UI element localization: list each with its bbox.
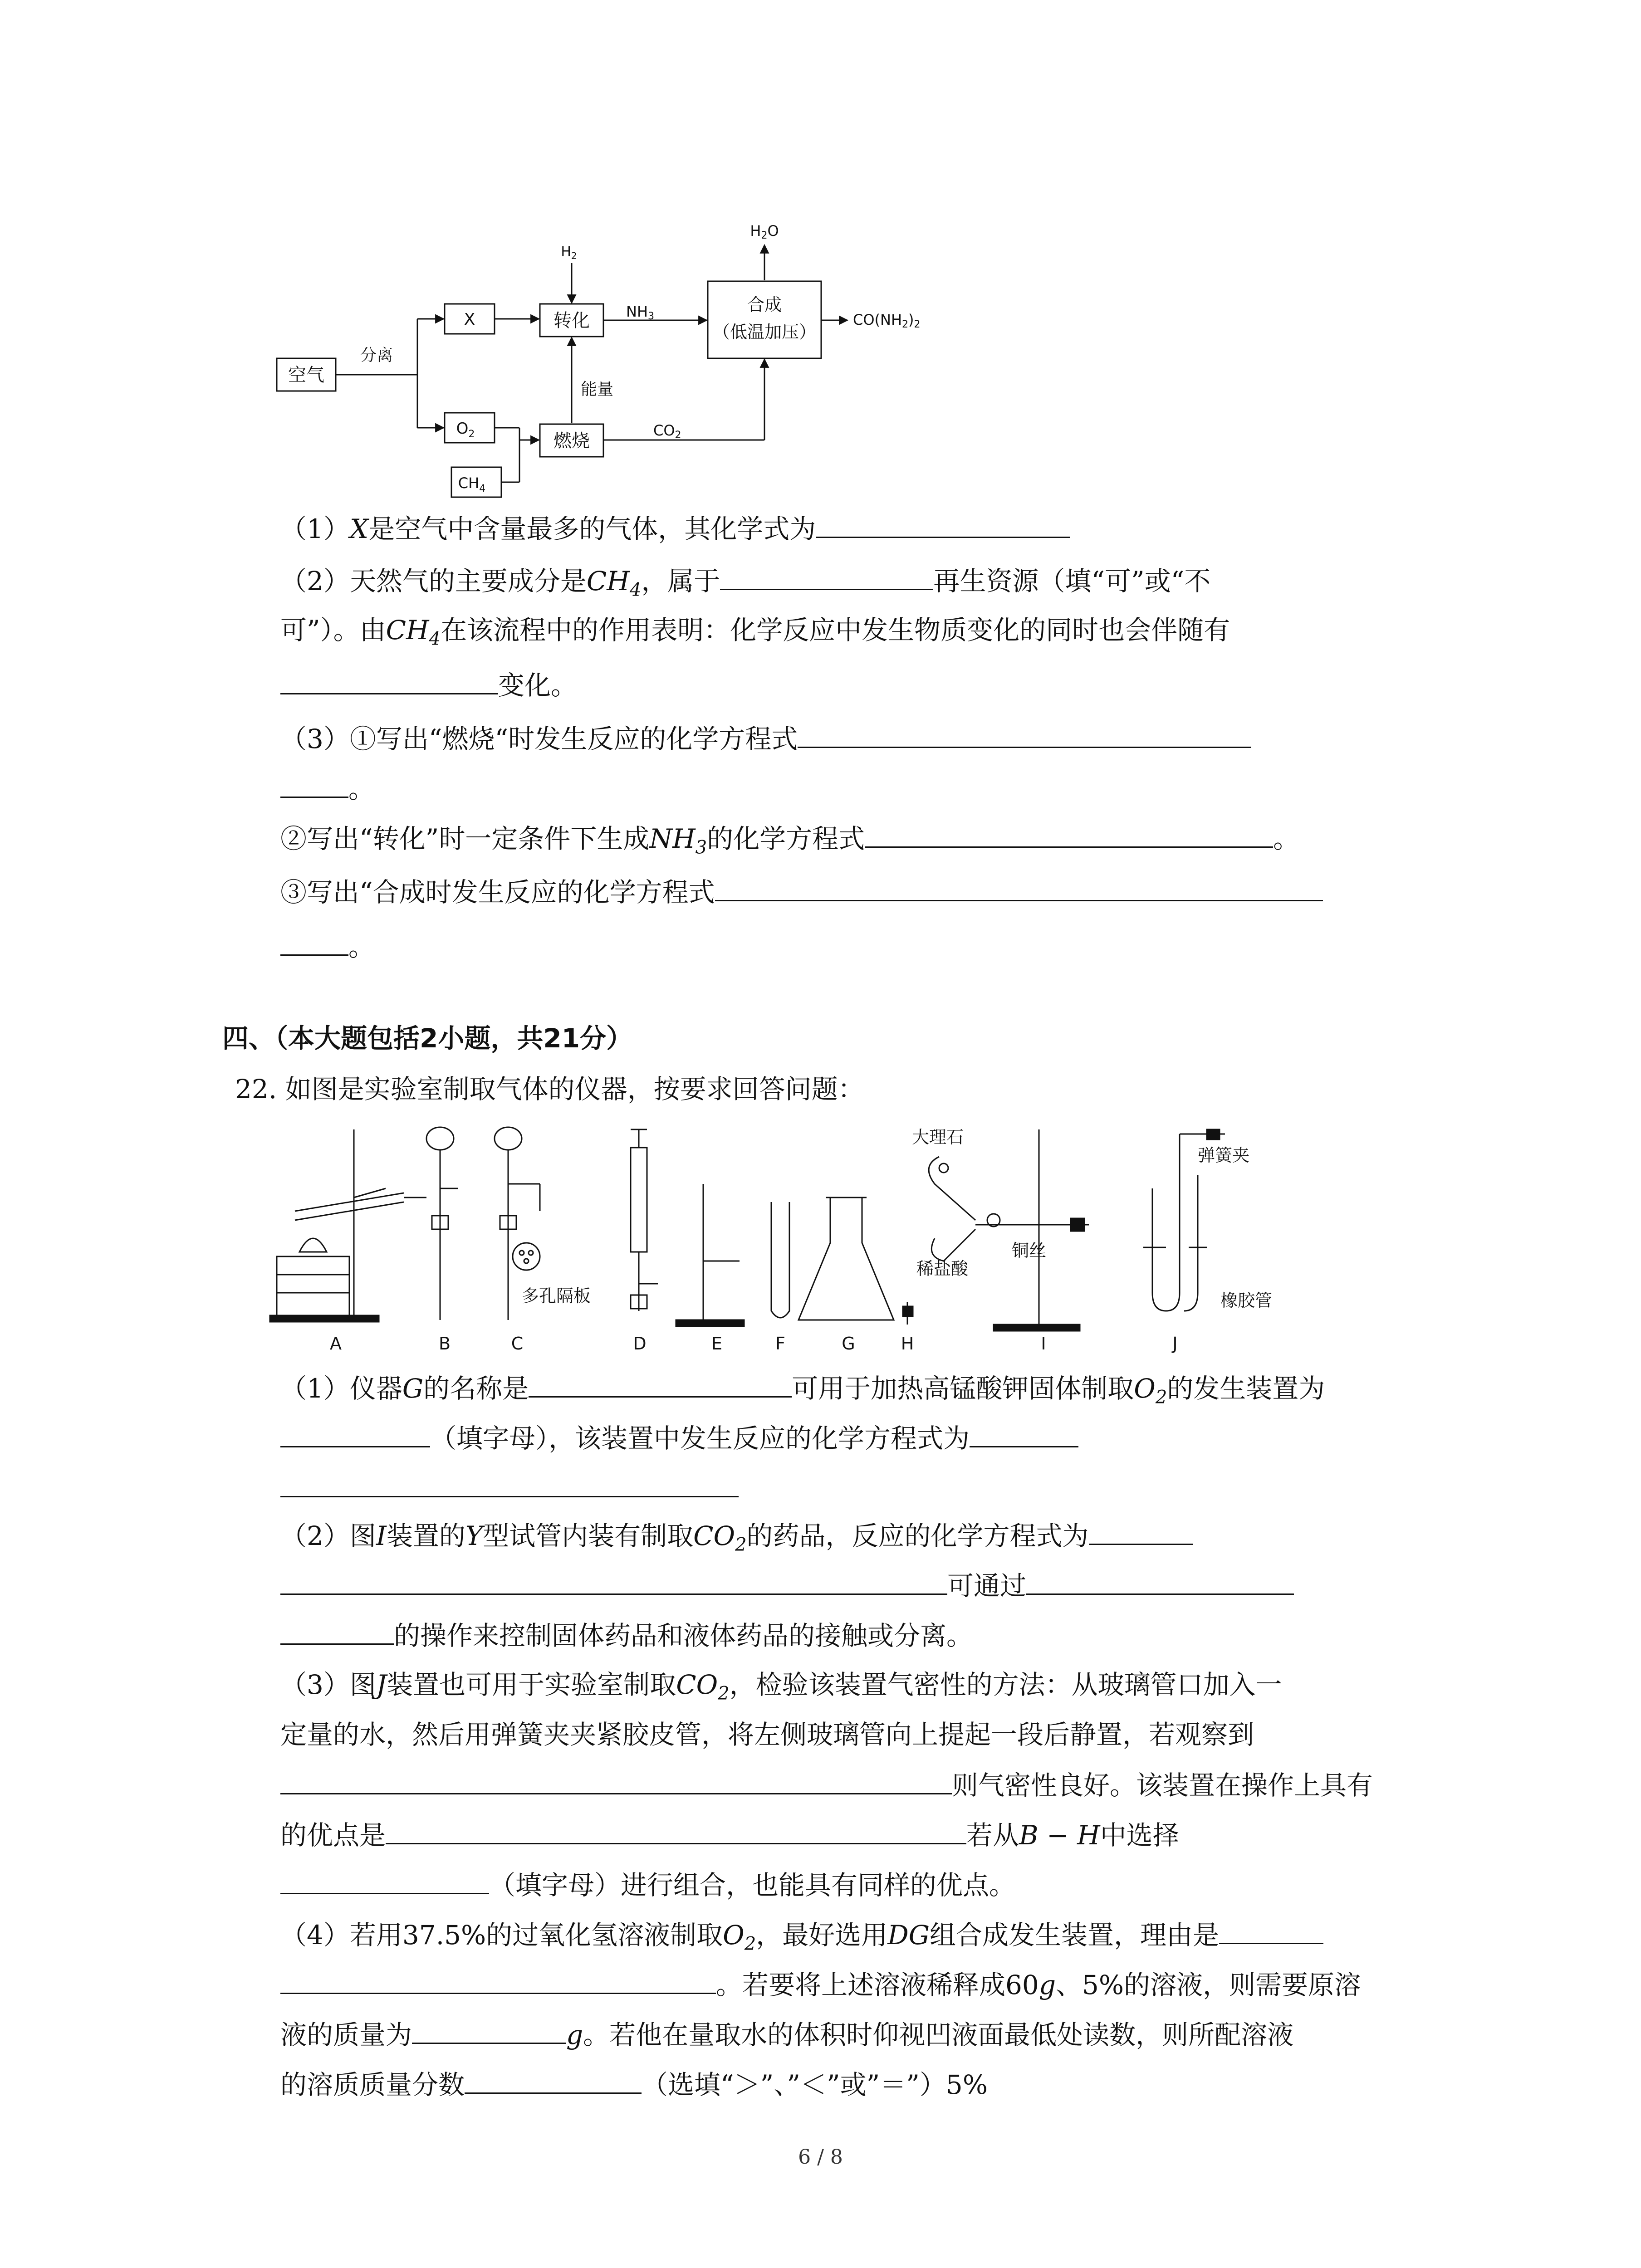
q22-part2-line3: 的操作来控制固体药品和液体药品的接触或分离。 — [280, 1617, 973, 1653]
answer-blank[interactable] — [1026, 1567, 1294, 1595]
answer-blank[interactable] — [529, 1370, 792, 1398]
answer-blank[interactable] — [970, 1420, 1078, 1447]
answer-blank[interactable] — [798, 720, 1251, 748]
label-air: 空气 — [288, 365, 324, 386]
apparatus-h — [903, 1302, 913, 1325]
label-energy: 能量 — [581, 380, 614, 399]
label-co2: CO2 — [653, 422, 681, 441]
apparatus-label: G — [842, 1334, 855, 1354]
label-o2: $O_2$ — [456, 420, 475, 440]
apparatus-label: H — [901, 1334, 914, 1354]
q21-part2-line2: 可”）。由$CH_4$在该流程中的作用表明：化学反应中发生物质变化的同时也会伴随有 — [280, 615, 1230, 650]
q21-part3-line5: 。 — [280, 928, 375, 964]
apparatus-label: E — [711, 1334, 723, 1354]
q22-part4-line1: （4）若用37.5%的过氧化氢溶液制取$O_2$，最好选用DG组合成发生装置，理由是 — [280, 1916, 1323, 1962]
label-separate: 分离 — [360, 346, 393, 365]
q21-part3-line1: （3）①写出“燃烧“时发生反应的化学方程式 — [280, 720, 1251, 757]
answer-blank[interactable] — [280, 1470, 739, 1497]
label-nh3: NH3 — [626, 303, 654, 322]
q22-part4-line2: 。若要将上述溶液稀释成60g、5%的溶液，则需要原溶 — [280, 1966, 1361, 2003]
answer-blank[interactable] — [280, 1617, 394, 1645]
apparatus-label: C — [511, 1334, 524, 1354]
annot-marble: 大理石 — [912, 1127, 964, 1147]
ammonia-urea-flow-diagram — [268, 213, 994, 503]
answer-blank[interactable] — [280, 1420, 430, 1447]
apparatus-i — [929, 1129, 1089, 1331]
answer-blank[interactable] — [386, 1817, 966, 1844]
apparatus-label: B — [438, 1334, 451, 1354]
answer-blank[interactable] — [412, 2016, 566, 2044]
label-synth-1: 合成 — [747, 295, 782, 315]
q22-part2-line2: 可通过 — [280, 1567, 1294, 1603]
answer-blank[interactable] — [280, 1767, 952, 1794]
apparatus-b — [426, 1127, 458, 1320]
q21-part1: （1）X是空气中含量最多的气体，其化学式为 — [280, 510, 1070, 547]
q22-part3-line1: （3）图J装置也可用于实验室制取$CO_2$，检验该装置气密性的方法：从玻璃管口加入一 — [280, 1669, 1282, 1704]
q22-part4-line3: 液的质量为 g。若他在量取水的体积时仰视凹液面最低处读数，则所配溶液 — [280, 2016, 1293, 2053]
q22-intro: 22. 如图是实验室制取气体的仪器，按要求回答问题： — [235, 1074, 864, 1105]
q22-part4-line4: 的溶质质量分数 （选填“＞”、”＜”或”＝”）5% — [280, 2066, 988, 2102]
annot-copper: 铜丝 — [1012, 1241, 1047, 1261]
apparatus-label: D — [633, 1334, 647, 1354]
label-h2: $H_2$ — [561, 244, 577, 261]
q22-part1-line1: （1）仪器G的名称是 可用于加热高锰酸钾固体制取$O_2$的发生装置为 — [280, 1370, 1325, 1415]
box-synth — [708, 281, 821, 358]
label-ch4: $CH_4$ — [458, 474, 486, 494]
q22-part1-line2: （填字母），该装置中发生反应的化学方程式为 — [280, 1420, 1078, 1456]
q21-part2-line3: 变化。 — [280, 667, 577, 703]
label-x: X — [464, 310, 475, 329]
answer-blank[interactable] — [816, 510, 1070, 538]
q21-part3-line4: ③写出“合成时发生反应的化学方程式 — [280, 874, 1323, 910]
section-4-title: 四、（本大题包括2小题，共21分） — [222, 1023, 633, 1054]
annot-clamp: 弹簧夹 — [1198, 1145, 1250, 1165]
answer-blank[interactable] — [280, 1966, 716, 1994]
q22-part3-line4: 的优点是 若从B − H中选择 — [280, 1817, 1179, 1853]
q22-part3-line3: 则气密性良好。该装置在操作上具有 — [280, 1767, 1373, 1803]
apparatus-label: I — [1041, 1334, 1046, 1354]
q21-part3-line3: ②写出“转化”时一定条件下生成$NH_3$的化学方程式 。 — [280, 820, 1299, 865]
label-h2o: H2O — [750, 222, 779, 241]
q22-part2-line1: （2）图I装置的Y型试管内装有制取$CO_2$的药品，反应的化学方程式为 — [280, 1517, 1193, 1563]
label-burn: 燃烧 — [554, 430, 590, 451]
answer-blank[interactable] — [720, 562, 933, 590]
annot-hcl: 稀盐酸 — [916, 1259, 969, 1279]
label-synth-2: （低温加压） — [712, 322, 817, 342]
q21-part2-line1: （2）天然气的主要成分是$CH_4$，属于 再生资源（填“可”或“不 — [280, 562, 1210, 608]
answer-blank[interactable] — [715, 874, 1323, 901]
answer-blank[interactable] — [280, 667, 498, 694]
q22-part3-line2: 定量的水，然后用弹簧夹夹紧胶皮管，将左侧玻璃管向上提起一段后静置，若观察到 — [280, 1719, 1254, 1750]
answer-blank[interactable] — [1219, 1916, 1323, 1944]
answer-blank[interactable] — [1089, 1517, 1193, 1545]
q21-part3-line2: 。 — [280, 770, 375, 807]
answer-blank[interactable] — [865, 820, 1273, 848]
answer-blank[interactable] — [280, 1567, 947, 1595]
apparatus-f — [771, 1202, 789, 1318]
answer-blank[interactable] — [280, 1867, 489, 1894]
apparatus-d — [631, 1129, 658, 1311]
apparatus-g — [798, 1198, 894, 1320]
annot-plate: 多孔隔板 — [522, 1286, 591, 1306]
q22-part1-line3 — [280, 1470, 739, 1506]
apparatus-label: F — [775, 1334, 785, 1354]
answer-blank[interactable] — [280, 928, 348, 956]
lab-apparatus-figure — [268, 1120, 1293, 1356]
label-urea: CO(NH2)2 — [853, 311, 921, 330]
apparatus-a — [270, 1129, 426, 1322]
answer-blank[interactable] — [465, 2066, 642, 2094]
label-convert: 转化 — [554, 310, 590, 331]
apparatus-label: J — [1172, 1334, 1178, 1354]
annot-rubber: 橡胶管 — [1220, 1290, 1273, 1310]
q22-part3-line5: （填字母）进行组合，也能具有同样的优点。 — [280, 1867, 1015, 1903]
page-number: 6 / 8 — [798, 2146, 843, 2169]
answer-blank[interactable] — [280, 770, 348, 798]
apparatus-label: A — [330, 1334, 342, 1354]
apparatus-e — [676, 1184, 744, 1326]
